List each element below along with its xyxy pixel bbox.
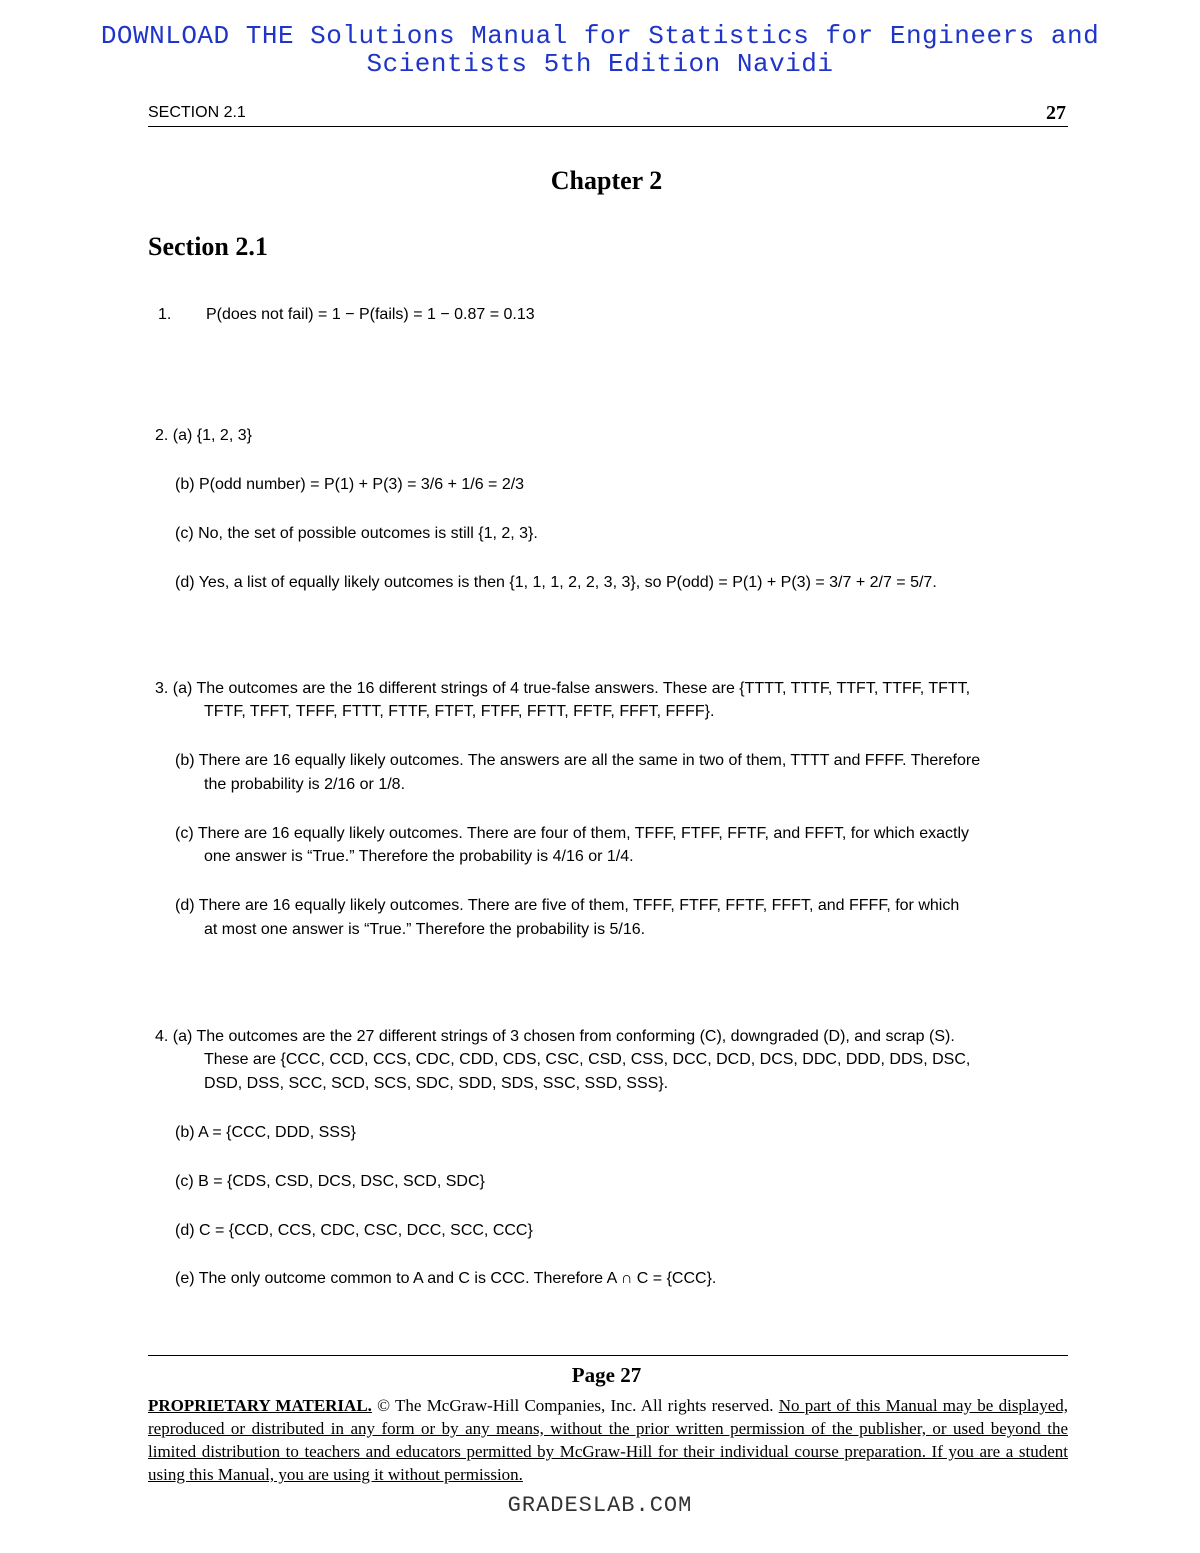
banner-line-1[interactable]: DOWNLOAD THE Solutions Manual for Statistics for Engineers and <box>100 21 1100 51</box>
exercise-2a: 2. (a) {1, 2, 3} <box>155 427 252 444</box>
exercise-3d-line-2: at most one answer is “True.” Therefore the probability is 5/16. <box>204 921 646 938</box>
proprietary-label: PROPRIETARY MATERIAL. <box>148 1396 372 1415</box>
footer-divider <box>148 1355 1068 1356</box>
download-banner[interactable] <box>0 22 1200 78</box>
proprietary-notice <box>148 1394 1068 1486</box>
site-watermark: GRADESLAB.COM <box>507 1493 693 1518</box>
chapter-title: Chapter 2 <box>550 166 663 195</box>
exercise-4e: (e) The only outcome common to A and C is CCC. Therefore A ∩ C = {CCC}. <box>175 1270 717 1287</box>
permission-text: No part of this Manual may be displayed, reproduced or distributed in any form or by any means, without the prior written permission of the publisher, or used beyond the limited distribution to teachers and educators permitted by McGraw-Hill for their individual course preparation. If you are a student using this Manual, you are using it without permission. <box>148 1396 1068 1484</box>
exercise-4a-line-3: DSD, DSS, SCC, SCD, SCS, SDC, SDD, SDS, SSC, SSD, SSS}. <box>204 1075 669 1092</box>
header-section: SECTION 2.1 <box>148 104 246 121</box>
exercise-3d-line-1: (d) There are 16 equally likely outcomes. There are five of them, TFFF, FTFF, FFTF, FFFT, and FFFF, for which <box>175 897 960 914</box>
running-header <box>148 102 1068 127</box>
exercise-3b-line-2: the probability is 2/16 or 1/8. <box>204 776 406 793</box>
exercise-4a-line-1: 4. (a) The outcomes are the 27 different strings of 3 chosen from conforming (C), downgraded (D), and scrap (S). <box>155 1028 955 1045</box>
exercise-3b-line-1: (b) There are 16 equally likely outcomes. The answers are all the same in two of them, TTTT and FFFF. Therefore <box>175 752 981 769</box>
exercise-4b: (b) A = {CCC, DDD, SSS} <box>175 1124 356 1141</box>
section-title: Section 2.1 <box>148 232 268 261</box>
exercise-4c: (c) B = {CDS, CSD, DCS, DSC, SCD, SDC} <box>175 1173 485 1190</box>
exercise-2c: (c) No, the set of possible outcomes is still {1, 2, 3}. <box>175 525 538 542</box>
copyright-text: © The McGraw-Hill Companies, Inc. All rights reserved. <box>377 1396 774 1415</box>
banner-line-2[interactable]: Scientists 5th Edition Navidi <box>366 49 834 79</box>
exercise-4a-line-2: These are {CCC, CCD, CCS, CDC, CDD, CDS, CSC, CSD, CSS, DCC, DCD, DCS, DDC, DDD, DDS, DSC, <box>204 1051 971 1068</box>
exercise-3c-line-1: (c) There are 16 equally likely outcomes. There are four of them, TFFF, FTFF, FFTF, and FFFT, for which exactly <box>175 825 970 842</box>
exercise-2d: (d) Yes, a list of equally likely outcomes is then {1, 1, 1, 2, 2, 3, 3}, so P(odd) = P(1) + P(3) = 3/7 + 2/7 = 5/7. <box>175 574 937 591</box>
exercise-3c-line-2: one answer is “True.” Therefore the probability is 4/16 or 1/4. <box>204 848 634 865</box>
exercise-4d: (d) C = {CCD, CCS, CDC, CSC, DCC, SCC, CCC} <box>175 1222 533 1239</box>
exercise-3a-line-1: 3. (a) The outcomes are the 16 different strings of 4 true-false answers. These are {TTTT, TTTF, TTFT, TTFF, TFTT, <box>155 680 971 697</box>
exercise-1-number: 1. <box>158 306 172 323</box>
exercise-2b: (b) P(odd number) = P(1) + P(3) = 3/6 + 1/6 = 2/3 <box>175 476 525 493</box>
header-page-number: 27 <box>1046 102 1066 124</box>
exercise-1-answer: P(does not fail) = 1 − P(fails) = 1 − 0.87 = 0.13 <box>206 306 535 323</box>
exercise-3a-line-2: TFTF, TFFT, TFFF, FTTT, FTTF, FTFT, FTFF, FFTT, FFTF, FFFT, FFFF}. <box>204 703 715 720</box>
footer-page-label: Page 27 <box>571 1363 642 1387</box>
